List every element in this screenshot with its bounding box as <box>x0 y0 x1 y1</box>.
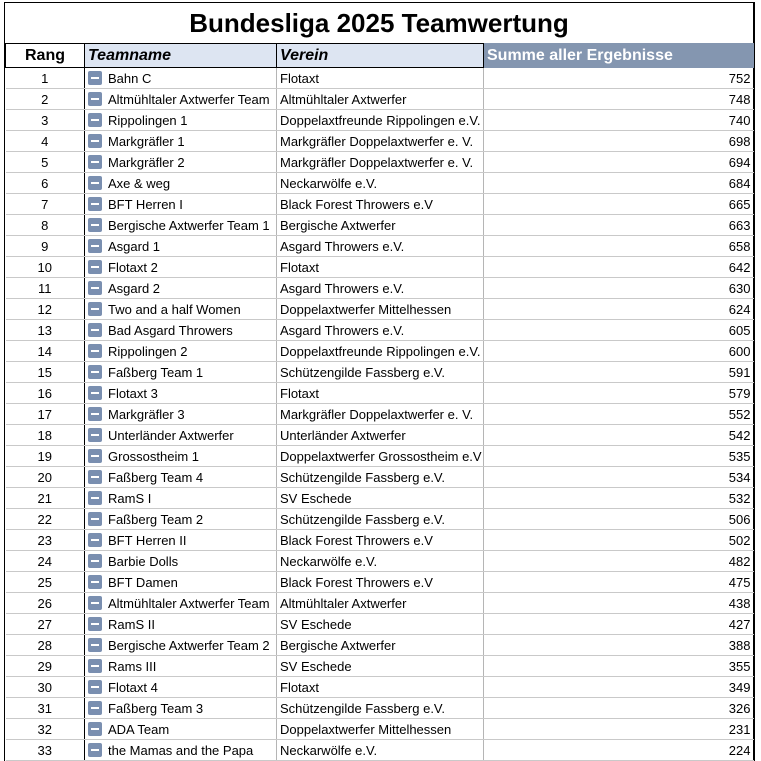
team-name: Flotaxt 4 <box>108 679 158 695</box>
collapse-minus-icon[interactable] <box>88 113 102 127</box>
rank-cell: 17 <box>6 404 85 425</box>
table-row[interactable] <box>6 677 754 698</box>
collapse-minus-icon[interactable] <box>88 134 102 148</box>
verein-cell[interactable]: Altmühltaler Axtwerfer <box>277 89 484 110</box>
sum-cell[interactable]: 534 <box>484 467 754 488</box>
table-row[interactable] <box>6 446 754 467</box>
table-row[interactable] <box>6 551 754 572</box>
rank-cell: 2 <box>6 89 85 110</box>
verein-cell[interactable]: Flotaxt <box>277 383 484 404</box>
verein-cell[interactable]: Schützengilde Fassberg e.V. <box>277 509 484 530</box>
collapse-minus-icon[interactable] <box>88 407 102 421</box>
collapse-minus-icon[interactable] <box>88 554 102 568</box>
sum-cell[interactable]: 532 <box>484 488 754 509</box>
sum-cell[interactable]: 552 <box>484 404 754 425</box>
table-row[interactable] <box>6 698 754 719</box>
collapse-minus-icon[interactable] <box>88 470 102 484</box>
header-teamname[interactable]: Teamname <box>85 44 277 68</box>
team-cell[interactable] <box>85 173 277 194</box>
table-row[interactable] <box>6 467 754 488</box>
table-row[interactable] <box>6 236 754 257</box>
team-cell[interactable] <box>85 656 277 677</box>
header-summe[interactable]: Summe aller Ergebnisse <box>484 44 754 68</box>
verein-cell[interactable]: Neckarwölfe e.V. <box>277 740 484 761</box>
sum-cell[interactable]: 482 <box>484 551 754 572</box>
team-cell[interactable] <box>85 320 277 341</box>
rank-cell: 11 <box>6 278 85 299</box>
rank-cell: 18 <box>6 425 85 446</box>
verein-cell[interactable]: Neckarwölfe e.V. <box>277 173 484 194</box>
verein-cell[interactable]: Asgard Throwers e.V. <box>277 278 484 299</box>
sum-cell[interactable]: 535 <box>484 446 754 467</box>
table-row[interactable] <box>6 593 754 614</box>
rank-cell: 1 <box>6 68 85 89</box>
rank-cell: 23 <box>6 530 85 551</box>
sum-cell[interactable]: 475 <box>484 572 754 593</box>
collapse-minus-icon[interactable] <box>88 701 102 715</box>
team-name: Markgräfler 1 <box>108 133 185 149</box>
sum-cell[interactable]: 349 <box>484 677 754 698</box>
collapse-minus-icon[interactable] <box>88 638 102 652</box>
team-name: BFT Damen <box>108 574 178 590</box>
ranking-table <box>5 43 754 761</box>
team-name: Asgard 1 <box>108 238 161 254</box>
collapse-minus-icon[interactable] <box>88 617 102 631</box>
team-cell[interactable] <box>85 278 277 299</box>
team-name: Altmühltaler Axtwerfer Team <box>108 595 270 611</box>
team-name: RamS II <box>108 616 155 632</box>
sum-cell[interactable]: 748 <box>484 89 754 110</box>
team-cell[interactable] <box>85 236 277 257</box>
team-cell[interactable] <box>85 677 277 698</box>
team-name: ADA Team <box>108 721 170 737</box>
table-row[interactable] <box>6 215 754 236</box>
verein-cell[interactable]: Markgräfler Doppelaxtwerfer e. V. <box>277 131 484 152</box>
verein-cell[interactable]: Flotaxt <box>277 677 484 698</box>
verein-cell[interactable]: Unterländer Axtwerfer <box>277 425 484 446</box>
verein-cell[interactable]: Doppelaxtwerfer Mittelhessen <box>277 299 484 320</box>
sum-cell[interactable]: 579 <box>484 383 754 404</box>
collapse-minus-icon[interactable] <box>88 323 102 337</box>
sum-cell[interactable]: 427 <box>484 614 754 635</box>
rank-cell: 30 <box>6 677 85 698</box>
table-row[interactable] <box>6 257 754 278</box>
collapse-minus-icon[interactable] <box>88 449 102 463</box>
rank-cell: 26 <box>6 593 85 614</box>
team-cell[interactable] <box>85 467 277 488</box>
collapse-minus-icon[interactable] <box>88 659 102 673</box>
collapse-minus-icon[interactable] <box>88 491 102 505</box>
sum-cell[interactable]: 698 <box>484 131 754 152</box>
verein-cell[interactable]: SV Eschede <box>277 656 484 677</box>
verein-cell[interactable]: SV Eschede <box>277 488 484 509</box>
table-row[interactable] <box>6 278 754 299</box>
sum-cell[interactable]: 684 <box>484 173 754 194</box>
verein-cell[interactable]: Markgräfler Doppelaxtwerfer e. V. <box>277 152 484 173</box>
collapse-minus-icon[interactable] <box>88 596 102 610</box>
rank-cell: 5 <box>6 152 85 173</box>
rank-cell: 16 <box>6 383 85 404</box>
table-row[interactable] <box>6 383 754 404</box>
verein-cell[interactable]: Schützengilde Fassberg e.V. <box>277 362 484 383</box>
team-name: Bergische Axtwerfer Team 2 <box>108 637 270 653</box>
verein-cell[interactable]: Asgard Throwers e.V. <box>277 236 484 257</box>
table-row[interactable] <box>6 194 754 215</box>
team-cell[interactable] <box>85 194 277 215</box>
team-name: Rippolingen 2 <box>108 343 188 359</box>
team-name: Markgräfler 3 <box>108 406 185 422</box>
collapse-minus-icon[interactable] <box>88 302 102 316</box>
table-row[interactable] <box>6 68 754 89</box>
table-row[interactable] <box>6 320 754 341</box>
team-name: Grossostheim 1 <box>108 448 200 464</box>
team-name: Flotaxt 3 <box>108 385 158 401</box>
collapse-minus-icon[interactable] <box>88 533 102 547</box>
collapse-minus-icon[interactable] <box>88 575 102 589</box>
sum-cell[interactable]: 438 <box>484 593 754 614</box>
rank-cell: 28 <box>6 635 85 656</box>
team-name: Axe & weg <box>108 175 171 191</box>
collapse-minus-icon[interactable] <box>88 722 102 736</box>
sum-cell[interactable]: 665 <box>484 194 754 215</box>
rank-cell: 20 <box>6 467 85 488</box>
team-cell[interactable] <box>85 257 277 278</box>
team-cell[interactable] <box>85 551 277 572</box>
table-row[interactable] <box>6 362 754 383</box>
rank-cell: 27 <box>6 614 85 635</box>
sum-cell[interactable]: 605 <box>484 320 754 341</box>
verein-cell[interactable]: Schützengilde Fassberg e.V. <box>277 698 484 719</box>
verein-cell[interactable]: Bergische Axtwerfer <box>277 215 484 236</box>
sum-cell[interactable]: 542 <box>484 425 754 446</box>
team-cell[interactable] <box>85 89 277 110</box>
sum-cell[interactable]: 355 <box>484 656 754 677</box>
sum-cell[interactable]: 591 <box>484 362 754 383</box>
collapse-minus-icon[interactable] <box>88 218 102 232</box>
rank-cell: 32 <box>6 719 85 740</box>
sum-cell[interactable]: 630 <box>484 278 754 299</box>
rank-cell: 10 <box>6 257 85 278</box>
sum-cell[interactable]: 740 <box>484 110 754 131</box>
team-name: BFT Herren I <box>108 196 183 212</box>
team-cell[interactable] <box>85 131 277 152</box>
table-row[interactable] <box>6 572 754 593</box>
verein-cell[interactable]: Doppelaxtfreunde Rippolingen e.V. <box>277 110 484 131</box>
team-cell[interactable] <box>85 362 277 383</box>
collapse-minus-icon[interactable] <box>88 743 102 757</box>
team-cell[interactable] <box>85 68 277 89</box>
sum-cell[interactable]: 663 <box>484 215 754 236</box>
collapse-minus-icon[interactable] <box>88 281 102 295</box>
team-name: RamS I <box>108 490 152 506</box>
verein-cell[interactable]: Flotaxt <box>277 68 484 89</box>
team-cell[interactable] <box>85 383 277 404</box>
verein-cell[interactable]: Flotaxt <box>277 257 484 278</box>
rank-cell: 21 <box>6 488 85 509</box>
rank-cell: 6 <box>6 173 85 194</box>
team-name: Bergische Axtwerfer Team 1 <box>108 217 270 233</box>
team-cell[interactable] <box>85 740 277 761</box>
team-name: Faßberg Team 1 <box>108 364 204 380</box>
sum-cell[interactable]: 658 <box>484 236 754 257</box>
page-title: Bundesliga 2025 Teamwertung <box>5 2 753 43</box>
rank-cell: 33 <box>6 740 85 761</box>
table-row[interactable] <box>6 152 754 173</box>
team-cell[interactable] <box>85 110 277 131</box>
verein-cell[interactable]: SV Eschede <box>277 614 484 635</box>
verein-cell[interactable]: Black Forest Throwers e.V <box>277 194 484 215</box>
table-row[interactable] <box>6 299 754 320</box>
team-name: Bahn C <box>108 70 152 86</box>
table-row[interactable] <box>6 530 754 551</box>
team-name: Bad Asgard Throwers <box>108 322 233 338</box>
verein-cell[interactable]: Schützengilde Fassberg e.V. <box>277 467 484 488</box>
verein-cell[interactable]: Black Forest Throwers e.V <box>277 530 484 551</box>
table-row[interactable] <box>6 488 754 509</box>
table-header-row <box>6 44 754 68</box>
rank-cell: 3 <box>6 110 85 131</box>
rank-cell: 15 <box>6 362 85 383</box>
rank-cell: 31 <box>6 698 85 719</box>
rank-cell: 9 <box>6 236 85 257</box>
collapse-minus-icon[interactable] <box>88 386 102 400</box>
team-cell[interactable] <box>85 530 277 551</box>
table-row[interactable] <box>6 404 754 425</box>
collapse-minus-icon[interactable] <box>88 71 102 85</box>
collapse-minus-icon[interactable] <box>88 512 102 526</box>
team-name: Rams III <box>108 658 157 674</box>
team-cell[interactable] <box>85 152 277 173</box>
rank-cell: 25 <box>6 572 85 593</box>
team-name: BFT Herren II <box>108 532 187 548</box>
verein-cell[interactable]: Bergische Axtwerfer <box>277 635 484 656</box>
table-row[interactable] <box>6 509 754 530</box>
collapse-minus-icon[interactable] <box>88 239 102 253</box>
sum-cell[interactable]: 506 <box>484 509 754 530</box>
table-row[interactable] <box>6 740 754 761</box>
team-name: Altmühltaler Axtwerfer Team <box>108 91 270 107</box>
table-row[interactable] <box>6 110 754 131</box>
table-row[interactable] <box>6 656 754 677</box>
table-row[interactable] <box>6 425 754 446</box>
table-row[interactable] <box>6 614 754 635</box>
team-cell[interactable] <box>85 572 277 593</box>
team-name: Asgard 2 <box>108 280 161 296</box>
rank-cell: 14 <box>6 341 85 362</box>
header-verein[interactable]: Verein <box>277 44 484 68</box>
rank-cell: 8 <box>6 215 85 236</box>
rank-cell: 13 <box>6 320 85 341</box>
team-name: Faßberg Team 4 <box>108 469 204 485</box>
table-row[interactable] <box>6 173 754 194</box>
collapse-minus-icon[interactable] <box>88 428 102 442</box>
collapse-minus-icon[interactable] <box>88 365 102 379</box>
sum-cell[interactable]: 231 <box>484 719 754 740</box>
rank-cell: 22 <box>6 509 85 530</box>
verein-cell[interactable]: Neckarwölfe e.V. <box>277 551 484 572</box>
table-body <box>6 68 754 761</box>
rank-cell: 29 <box>6 656 85 677</box>
sum-cell[interactable]: 326 <box>484 698 754 719</box>
collapse-minus-icon[interactable] <box>88 680 102 694</box>
collapse-minus-icon[interactable] <box>88 92 102 106</box>
verein-cell[interactable]: Altmühltaler Axtwerfer <box>277 593 484 614</box>
collapse-minus-icon[interactable] <box>88 197 102 211</box>
team-name: Markgräfler 2 <box>108 154 185 170</box>
team-name: Barbie Dolls <box>108 553 179 569</box>
sum-cell[interactable]: 624 <box>484 299 754 320</box>
table-row[interactable] <box>6 719 754 740</box>
collapse-minus-icon[interactable] <box>88 260 102 274</box>
team-name: Rippolingen 1 <box>108 112 188 128</box>
team-cell[interactable] <box>85 341 277 362</box>
sum-cell[interactable]: 694 <box>484 152 754 173</box>
rank-cell: 7 <box>6 194 85 215</box>
collapse-minus-icon[interactable] <box>88 155 102 169</box>
team-cell[interactable] <box>85 404 277 425</box>
sum-cell[interactable]: 224 <box>484 740 754 761</box>
team-cell[interactable] <box>85 299 277 320</box>
team-name: the Mamas and the Papa <box>108 742 254 758</box>
table-row[interactable] <box>6 341 754 362</box>
team-name: Unterländer Axtwerfer <box>108 427 234 443</box>
collapse-minus-icon[interactable] <box>88 344 102 358</box>
team-name: Two and a half Women <box>108 301 241 317</box>
team-name: Flotaxt 2 <box>108 259 158 275</box>
rank-cell: 12 <box>6 299 85 320</box>
team-cell[interactable] <box>85 698 277 719</box>
table-row[interactable] <box>6 131 754 152</box>
table-row[interactable] <box>6 635 754 656</box>
team-cell[interactable] <box>85 215 277 236</box>
verein-cell[interactable]: Asgard Throwers e.V. <box>277 320 484 341</box>
team-cell[interactable] <box>85 446 277 467</box>
collapse-minus-icon[interactable] <box>88 176 102 190</box>
team-name: Faßberg Team 3 <box>108 700 204 716</box>
sum-cell[interactable]: 752 <box>484 68 754 89</box>
ranking-sheet <box>4 2 755 761</box>
team-cell[interactable] <box>85 509 277 530</box>
team-cell[interactable] <box>85 488 277 509</box>
verein-cell[interactable]: Black Forest Throwers e.V <box>277 572 484 593</box>
team-cell[interactable] <box>85 614 277 635</box>
sum-cell[interactable]: 642 <box>484 257 754 278</box>
team-cell[interactable] <box>85 635 277 656</box>
team-name: Faßberg Team 2 <box>108 511 204 527</box>
table-row[interactable] <box>6 89 754 110</box>
header-rang[interactable]: Rang <box>6 44 85 68</box>
sum-cell[interactable]: 600 <box>484 341 754 362</box>
team-cell[interactable] <box>85 593 277 614</box>
sum-cell[interactable]: 388 <box>484 635 754 656</box>
verein-cell[interactable]: Doppelaxtwerfer Mittelhessen <box>277 719 484 740</box>
verein-cell[interactable]: Doppelaxtwerfer Grossostheim e.V <box>277 446 484 467</box>
team-cell[interactable] <box>85 425 277 446</box>
rank-cell: 19 <box>6 446 85 467</box>
verein-cell[interactable]: Doppelaxtfreunde Rippolingen e.V. <box>277 341 484 362</box>
verein-cell[interactable]: Markgräfler Doppelaxtwerfer e. V. <box>277 404 484 425</box>
rank-cell: 4 <box>6 131 85 152</box>
sum-cell[interactable]: 502 <box>484 530 754 551</box>
rank-cell: 24 <box>6 551 85 572</box>
team-cell[interactable] <box>85 719 277 740</box>
